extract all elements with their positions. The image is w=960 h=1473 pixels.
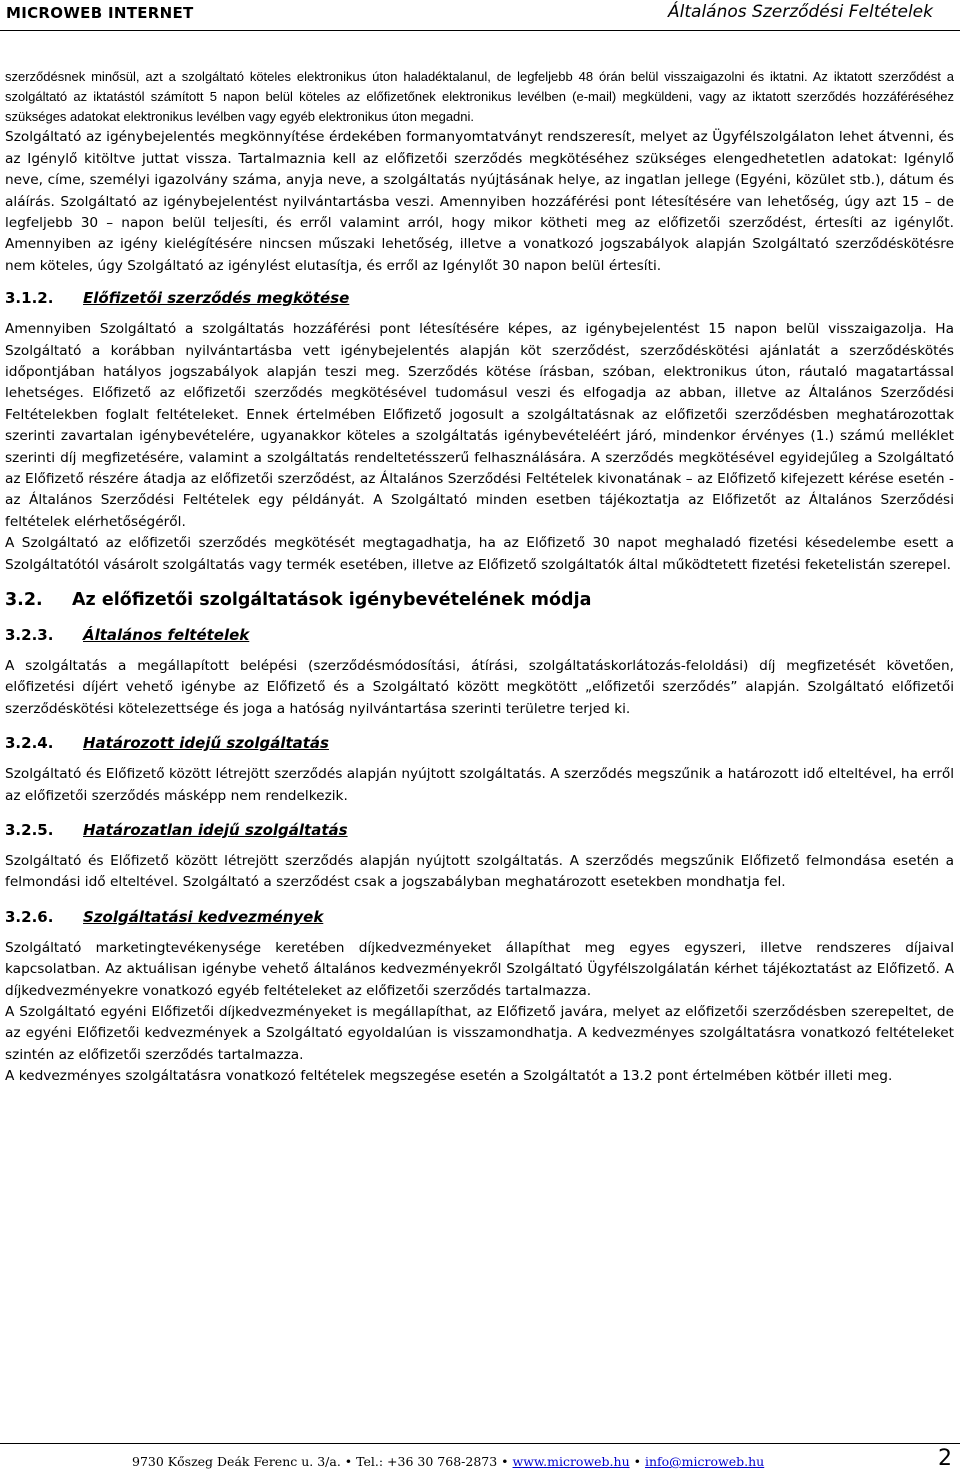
page-number: 2 [938,1446,952,1471]
page-footer [0,1443,960,1473]
paragraph-contract-refusal: A Szolgáltató az előfizetői szerződés megkötését megtagadhatja, ha az Előfizető 30 napot meghaladó fizetési késedelembe esett a Szolgáltatótól vásárolt szolgáltatás vagy termék esetében, illetve az Előfizető szolgáltatók által működtetett fizetési feketelistán szerepel. [5,535,954,573]
page-header [0,0,960,31]
section-title: Előfizetői szerződés megkötése [83,289,350,308]
section-number: 3.2.4. [5,734,54,753]
paragraph-general-terms: A szolgáltatás a megállapított belépési (szerződésmódosítási, átírási, szolgáltatáskorlátozás-feloldási) díj megfizetését követően, előfizetési díjért vehető igénybe az Előfizető és a Szolgáltató között megkötött „előfizetői szerződés” alapján. Szolgáltató előfizetői szerződéskötési kötelezettsége és joga a hatóság nyilvántartása szerinti területre terjed ki. [5,658,954,717]
section-title: Szolgáltatási kedvezmények [83,907,324,926]
paragraph-discounts-general: Szolgáltató marketingtevékenysége keretében díjkedvezményeket állapíthat meg egyes egyszeri, illetve rendszeres díjaival kapcsolatban. Az aktuálisan igénybe vehető általános kedvezményekről Szolgáltató Ügyfélszolgálatán kérhet tájékoztatást az Előfizető. A díjkedvezményekre vonatkozó egyéb feltételeket az előfizetői szerződés tartalmazza. [5,939,954,999]
section-title: Az előfizetői szolgáltatások igénybevételének módja [72,590,592,610]
paragraph-indefinite-term: Szolgáltató és Előfizető között létrejött szerződés alapján nyújtott szolgáltatás. A szerződés megszűnik Előfizető felmondása esetén a felmondási idő elteltével. Szolgáltató a szerződést csak a jogszabályban meghatározott esetekben mondhatja fel. [5,853,954,891]
section-heading-3-2-6 [5,906,954,928]
section-number: 3.2.5. [5,821,54,840]
document-title: Általános Szerződési Feltételek [668,2,933,22]
section-number: 3.2.3. [5,626,54,644]
company-name: MICROWEB INTERNET [6,4,194,22]
section-number: 3.2. [5,590,43,610]
section-heading-3-2-4 [5,732,954,754]
footer-separator: • [633,1454,641,1469]
section-heading-3-2-5 [5,819,954,841]
section-heading-3-2 [5,588,954,612]
footer-contact [132,1454,764,1469]
section-title: Határozatlan idejű szolgáltatás [83,821,348,840]
section-heading-3-2-3 [5,624,954,646]
section-heading-3-1-2 [5,287,954,309]
email-link[interactable]: info@microweb.hu [644,1454,765,1469]
paragraph-signup-ack: szerződésnek minősül, azt a szolgáltató köteles elektronikus úton haladéktalanul, de legfeljebb 48 órán belül visszaigazolni és iktatni. Az iktatott szerződést a szolgáltató az iktatástól számított 5 napon belül köteles az előfizetőnek elektronikus levélben (e-mail) megküldeni, vagy az iktatott szerződés hozzáféréséhez szükséges adatokat elektronikus levélben vagy egyéb elektronikus úton megadni. [5,69,954,125]
document-body [5,67,954,1088]
section-title: Határozott idejű szolgáltatás [83,734,329,753]
website-link[interactable]: www.microweb.hu [512,1454,630,1469]
paragraph-contract-conclusion: Amennyiben Szolgáltató a szolgáltatás hozzáférési pont létesítésére képes, az igénybejelentést 15 napon belül visszaigazolja. Ha Szolgáltató a korábban nyilvántartásba vett igénybejelentés alapján köt szerződést, szerződéskötési ajánlatát a szerződéskötés időpontjában hatályos jogszabályok alapján teszi meg. Szerződés kötése írásban, szóban, elektronikus úton, ráutaló magatartással lehetséges. Előfizető az előfizetői szerződés megkötésével tudomásul veszi és elfogadja az abban, illetve az Általános Szerződési Feltételekben foglalt feltételeket. Ennek értelmében Előfizető jogosult a szolgáltatásnak az előfizetői szerződésben meghatározottak szerinti zavartalan igénybevételére, ugyanakkor köteles a szolgáltatás igénybevételéért járó, mindenkor érvényes (1.) számú melléklet szerinti díj megfizetésére, valamint a szolgáltatás rendeltetésszerű felhasználására. A szerződés megkötésével egyidejűleg a Szolgáltató az Előfizető részére átadja az előfizetői szerződést, az Általános Szerződési Feltételek kivonatának – az Előfizető kifejezett kérése esetén - az Általános Szerződési Feltételek egy példányát. A Szolgáltató minden esetben tájékoztatja az Előfizetőt az Általános Szerződési feltételek elérhetőségéről. [5,321,954,530]
section-number: 3.2.6. [5,907,54,926]
paragraph-request-form: Szolgáltató az igénybejelentés megkönnyítése érdekében formanyomtatványt rendszeresít, melyet az Ügyfélszolgálaton lehet átvenni, és az Igénylő kitöltve juttat vissza. Tartalmaznia kell az előfizetői szerződés megkötéséhez szükséges elengedhetetlen adatokat: Igénylő neve, címe, személyi igazolvány száma, anyja neve, a szolgáltatás nyújtásának helye, az ingatlan jellege (Egyéni, közület stb.), dátum és aláírás. Szolgáltató az igénybejelentést nyilvántartásba veszi. Amennyiben hozzáférési pont létesítésére van lehetőség, úgy azt 15 – de legfeljebb 30 – napon belül teljesíti, és erről valamint arról, hogy mikor kötheti meg az előfizetői szerződést, értesíti az igénylőt. Amennyiben az igény kielégítésére nincsen műszaki lehetőség, illetve a vonatkozó jogszabályok alapján Szolgáltató szerződéskötésre nem köteles, úgy Szolgáltató az igénylést elutasítja, és erről az Igénylőt 30 napon belül értesíti. [5,129,954,274]
footer-address: 9730 Kőszeg Deák Ferenc u. 3/a. • Tel.: +36 30 768-2873 • [132,1454,509,1469]
paragraph-discounts-individual: A Szolgáltató egyéni Előfizetői díjkedvezményeket is megállapíthat, az Előfizető javára, melyet az előfizetői szerződésben szerepeltet, de az egyéni Előfizetői kedvezmények a Szolgáltató egyoldalúan is visszamondhatja. A kedvezményes szolgáltatásra vonatkozó feltételeket szintén az előfizetői szerződés tartalmazza. [5,1004,954,1063]
paragraph-discounts-penalty: A kedvezményes szolgáltatásra vonatkozó feltételek megszegése esetén a Szolgáltatót a 13.2 pont értelmében kötbér illeti meg. [5,1068,893,1085]
paragraph-fixed-term: Szolgáltató és Előfizető között létrejött szerződés alapján nyújtott szolgáltatás. A szerződés megszűnik a határozott idő elteltével, ha erről az előfizetői szerződés másképp nem rendelkezik. [5,766,954,804]
section-title: Általános feltételek [83,626,250,644]
section-number: 3.1.2. [5,289,54,308]
